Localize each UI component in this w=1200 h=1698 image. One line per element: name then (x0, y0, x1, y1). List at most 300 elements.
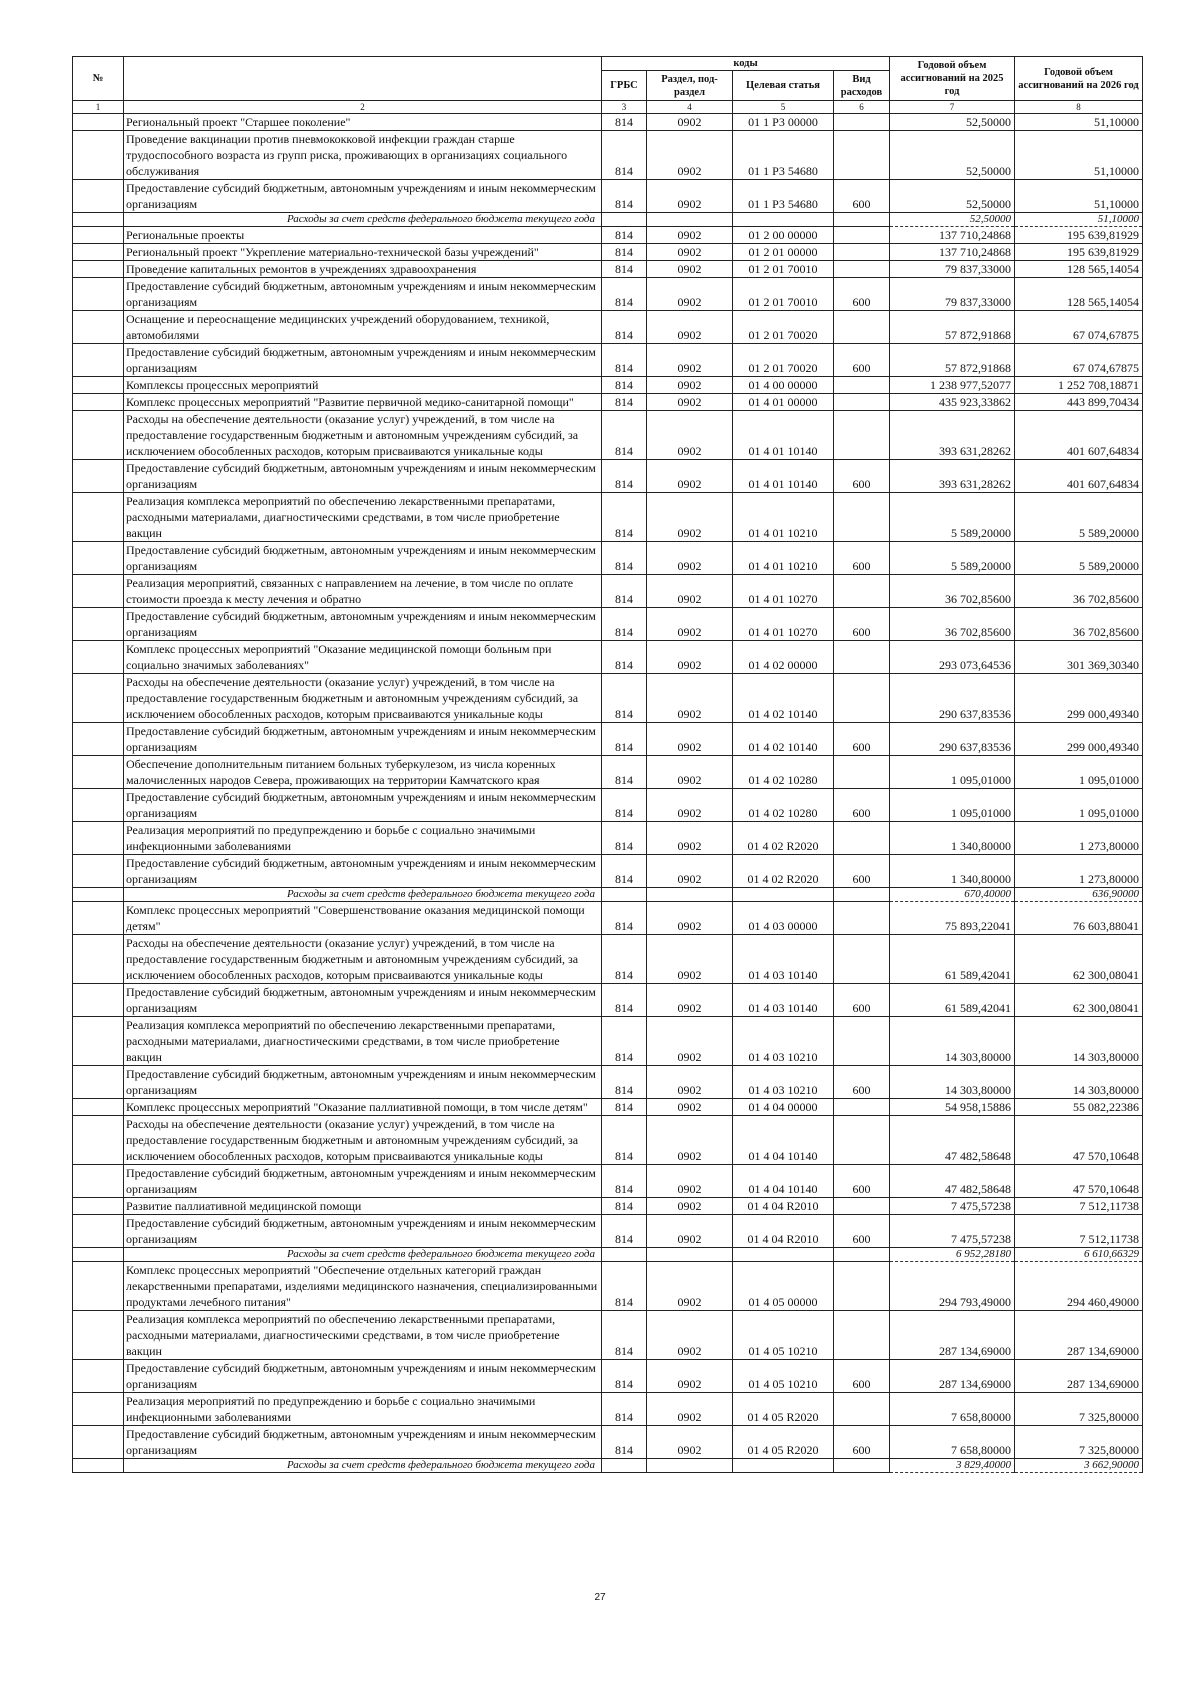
row-name: Предоставление субсидий бюджетным, автономным учреждениям и иным некоммерческим организациям (124, 1426, 602, 1459)
row-article: 01 4 01 10210 (733, 542, 834, 575)
row-kind (834, 935, 890, 984)
row-section: 0902 (647, 1393, 733, 1426)
row-amount-2026: 36 702,85600 (1015, 608, 1143, 641)
row-name: Комплекс процессных мероприятий "Обеспечение отдельных категорий граждан лекарственными препаратами, изделиями медицинского назначения, специализированными продуктами лечебного питания" (124, 1262, 602, 1311)
row-article: 01 4 02 00000 (733, 641, 834, 674)
row-grbs: 814 (602, 278, 647, 311)
row-article: 01 4 03 10140 (733, 984, 834, 1017)
table-row (73, 460, 1143, 493)
row-name: Реализация комплекса мероприятий по обеспечению лекарственными препаратами, расходными материалами, диагностическими средствами, в том числе приобретение вакцин (124, 1311, 602, 1360)
row-amount-2026: 6 610,66329 (1015, 1248, 1143, 1262)
header-kind: Вид расходов (834, 71, 890, 101)
table-row (73, 261, 1143, 278)
colnum-8: 8 (1015, 101, 1143, 114)
row-kind (834, 411, 890, 460)
table-row (73, 1198, 1143, 1215)
row-amount-2025: 3 829,40000 (890, 1459, 1015, 1473)
colnum-5: 5 (733, 101, 834, 114)
row-grbs: 814 (602, 1116, 647, 1165)
table-row (73, 1017, 1143, 1066)
row-amount-2026: 51,10000 (1015, 131, 1143, 180)
row-amount-2025: 14 303,80000 (890, 1017, 1015, 1066)
table-row (73, 822, 1143, 855)
row-grbs: 814 (602, 855, 647, 888)
row-number-cell (73, 1215, 124, 1248)
row-amount-2026: 1 252 708,18871 (1015, 377, 1143, 394)
row-number-cell (73, 608, 124, 641)
row-kind (834, 1198, 890, 1215)
table-row (73, 114, 1143, 131)
row-amount-2025: 290 637,83536 (890, 723, 1015, 756)
row-number-cell (73, 1393, 124, 1426)
row-number-cell (73, 411, 124, 460)
row-amount-2026: 128 565,14054 (1015, 278, 1143, 311)
row-section: 0902 (647, 542, 733, 575)
row-amount-2026: 1 273,80000 (1015, 822, 1143, 855)
row-number-cell (73, 1262, 124, 1311)
table-row (73, 493, 1143, 542)
row-amount-2025: 61 589,42041 (890, 984, 1015, 1017)
row-number-cell (73, 377, 124, 394)
row-name: Предоставление субсидий бюджетным, автономным учреждениям и иным некоммерческим организациям (124, 984, 602, 1017)
row-grbs: 814 (602, 394, 647, 411)
row-section: 0902 (647, 1165, 733, 1198)
row-section: 0902 (647, 114, 733, 131)
row-amount-2026: 7 325,80000 (1015, 1426, 1143, 1459)
table-row (73, 344, 1143, 377)
row-name: Расходы за счет средств федерального бюджета текущего года (124, 213, 602, 227)
row-grbs (602, 888, 647, 902)
row-kind (834, 1248, 890, 1262)
table-row (73, 575, 1143, 608)
row-article: 01 4 00 00000 (733, 377, 834, 394)
row-article: 01 4 05 R2020 (733, 1393, 834, 1426)
row-amount-2026: 51,10000 (1015, 114, 1143, 131)
row-grbs: 814 (602, 244, 647, 261)
row-amount-2025: 52,50000 (890, 131, 1015, 180)
row-number-cell (73, 227, 124, 244)
row-amount-2026: 47 570,10648 (1015, 1165, 1143, 1198)
row-section (647, 888, 733, 902)
row-section: 0902 (647, 394, 733, 411)
header-year-2025: Годовой объем ассигнований на 2025 год (890, 57, 1015, 101)
row-article: 01 4 04 10140 (733, 1165, 834, 1198)
row-name: Региональный проект "Укрепление материально-технической базы учреждений" (124, 244, 602, 261)
row-amount-2026: 67 074,67875 (1015, 344, 1143, 377)
table-row (73, 1360, 1143, 1393)
row-kind (834, 493, 890, 542)
row-grbs: 814 (602, 1198, 647, 1215)
row-amount-2025: 36 702,85600 (890, 608, 1015, 641)
row-kind: 600 (834, 1426, 890, 1459)
row-number-cell (73, 542, 124, 575)
row-number-cell (73, 1066, 124, 1099)
row-kind (834, 377, 890, 394)
table-row (73, 1165, 1143, 1198)
row-article: 01 4 02 10140 (733, 674, 834, 723)
row-amount-2026: 7 325,80000 (1015, 1393, 1143, 1426)
row-grbs: 814 (602, 1165, 647, 1198)
budget-table (72, 56, 1143, 1473)
row-article: 01 4 01 10270 (733, 608, 834, 641)
row-grbs: 814 (602, 460, 647, 493)
row-name: Предоставление субсидий бюджетным, автономным учреждениям и иным некоммерческим организациям (124, 1165, 602, 1198)
row-section: 0902 (647, 608, 733, 641)
row-kind (834, 575, 890, 608)
row-amount-2025: 6 952,28180 (890, 1248, 1015, 1262)
row-article (733, 888, 834, 902)
row-kind (834, 674, 890, 723)
row-section: 0902 (647, 261, 733, 278)
row-article: 01 4 02 R2020 (733, 855, 834, 888)
row-article: 01 1 Р3 00000 (733, 114, 834, 131)
row-kind: 600 (834, 278, 890, 311)
row-article: 01 4 03 10140 (733, 935, 834, 984)
row-number-cell (73, 114, 124, 131)
row-name: Предоставление субсидий бюджетным, автономным учреждениям и иным некоммерческим организациям (124, 608, 602, 641)
row-section: 0902 (647, 344, 733, 377)
row-grbs: 814 (602, 1017, 647, 1066)
row-kind: 600 (834, 1360, 890, 1393)
row-grbs: 814 (602, 822, 647, 855)
row-number-cell (73, 180, 124, 213)
row-section: 0902 (647, 1198, 733, 1215)
row-article: 01 4 02 10280 (733, 789, 834, 822)
row-amount-2026: 401 607,64834 (1015, 411, 1143, 460)
row-article: 01 4 04 R2010 (733, 1198, 834, 1215)
table-row (73, 311, 1143, 344)
row-amount-2026: 55 082,22386 (1015, 1099, 1143, 1116)
row-kind (834, 244, 890, 261)
row-amount-2025: 5 589,20000 (890, 542, 1015, 575)
row-name: Обеспечение дополнительным питанием больных туберкулезом, из числа коренных малочисленных народов Севера, проживающих на территории Камчатского края (124, 756, 602, 789)
row-article: 01 1 Р3 54680 (733, 131, 834, 180)
header-grbs: ГРБС (602, 71, 647, 101)
row-grbs: 814 (602, 1393, 647, 1426)
row-kind (834, 902, 890, 935)
row-amount-2025: 7 658,80000 (890, 1393, 1015, 1426)
row-number-cell (73, 723, 124, 756)
row-amount-2026: 287 134,69000 (1015, 1311, 1143, 1360)
row-article: 01 4 04 R2010 (733, 1215, 834, 1248)
row-number-cell (73, 261, 124, 278)
row-name: Региональный проект "Старшее поколение" (124, 114, 602, 131)
row-amount-2025: 5 589,20000 (890, 493, 1015, 542)
row-kind (834, 1116, 890, 1165)
row-grbs: 814 (602, 1426, 647, 1459)
row-name: Расходы на обеспечение деятельности (оказание услуг) учреждений, в том числе на предоставление государственным бюджетным и автономным учреждениям субсидий, за исключением обособленных расходов, которым присваиваются уникальные коды (124, 411, 602, 460)
row-amount-2025: 47 482,58648 (890, 1165, 1015, 1198)
row-kind (834, 394, 890, 411)
row-grbs: 814 (602, 608, 647, 641)
row-amount-2025: 393 631,28262 (890, 411, 1015, 460)
row-article: 01 4 01 10210 (733, 493, 834, 542)
row-grbs: 814 (602, 1066, 647, 1099)
row-article: 01 2 01 70010 (733, 278, 834, 311)
colnum-3: 3 (602, 101, 647, 114)
row-section: 0902 (647, 756, 733, 789)
row-number-cell (73, 278, 124, 311)
row-grbs: 814 (602, 935, 647, 984)
row-name: Предоставление субсидий бюджетным, автономным учреждениям и иным некоммерческим организациям (124, 855, 602, 888)
row-article: 01 4 04 10140 (733, 1116, 834, 1165)
row-name: Реализация мероприятий по предупреждению и борьбе с социально значимыми инфекционными заболеваниями (124, 1393, 602, 1426)
table-row (73, 1311, 1143, 1360)
row-article: 01 2 01 70010 (733, 261, 834, 278)
row-amount-2026: 401 607,64834 (1015, 460, 1143, 493)
row-grbs: 814 (602, 1311, 647, 1360)
row-amount-2025: 79 837,33000 (890, 278, 1015, 311)
table-row (73, 674, 1143, 723)
row-amount-2026: 51,10000 (1015, 180, 1143, 213)
row-section: 0902 (647, 1215, 733, 1248)
federal-budget-row (73, 213, 1143, 227)
row-article: 01 4 04 00000 (733, 1099, 834, 1116)
table-row (73, 855, 1143, 888)
row-amount-2026: 299 000,49340 (1015, 723, 1143, 756)
table-row (73, 377, 1143, 394)
row-number-cell (73, 1017, 124, 1066)
row-name: Комплексы процессных мероприятий (124, 377, 602, 394)
row-kind (834, 1393, 890, 1426)
row-amount-2026: 3 662,90000 (1015, 1459, 1143, 1473)
row-kind (834, 641, 890, 674)
table-body (73, 114, 1143, 1473)
row-article: 01 4 03 00000 (733, 902, 834, 935)
row-section: 0902 (647, 411, 733, 460)
row-kind: 600 (834, 344, 890, 377)
row-article: 01 4 05 10210 (733, 1311, 834, 1360)
row-amount-2025: 7 475,57238 (890, 1215, 1015, 1248)
row-article: 01 4 03 10210 (733, 1066, 834, 1099)
row-amount-2025: 393 631,28262 (890, 460, 1015, 493)
row-name: Расходы за счет средств федерального бюджета текущего года (124, 1459, 602, 1473)
row-kind: 600 (834, 789, 890, 822)
row-amount-2025: 1 095,01000 (890, 756, 1015, 789)
table-header (73, 57, 1143, 114)
row-name: Комплекс процессных мероприятий "Оказание паллиативной помощи, в том числе детям" (124, 1099, 602, 1116)
row-section: 0902 (647, 311, 733, 344)
row-amount-2026: 14 303,80000 (1015, 1017, 1143, 1066)
row-number-cell (73, 131, 124, 180)
row-amount-2025: 47 482,58648 (890, 1116, 1015, 1165)
row-amount-2025: 287 134,69000 (890, 1360, 1015, 1393)
row-article: 01 4 01 00000 (733, 394, 834, 411)
row-amount-2025: 7 658,80000 (890, 1426, 1015, 1459)
row-name: Реализация комплекса мероприятий по обеспечению лекарственными препаратами, расходными материалами, диагностическими средствами, в том числе приобретение вакцин (124, 493, 602, 542)
row-amount-2026: 67 074,67875 (1015, 311, 1143, 344)
row-name: Предоставление субсидий бюджетным, автономным учреждениям и иным некоммерческим организациям (124, 1215, 602, 1248)
row-name: Предоставление субсидий бюджетным, автономным учреждениям и иным некоммерческим организациям (124, 1360, 602, 1393)
row-section: 0902 (647, 1099, 733, 1116)
row-kind (834, 822, 890, 855)
row-amount-2025: 79 837,33000 (890, 261, 1015, 278)
page-number: 27 (594, 1592, 606, 1603)
row-article (733, 1248, 834, 1262)
row-name: Предоставление субсидий бюджетным, автономным учреждениям и иным некоммерческим организациям (124, 1066, 602, 1099)
row-number-cell (73, 984, 124, 1017)
row-article: 01 4 05 R2020 (733, 1426, 834, 1459)
row-number-cell (73, 756, 124, 789)
row-amount-2025: 435 923,33862 (890, 394, 1015, 411)
row-section: 0902 (647, 278, 733, 311)
colnum-2: 2 (124, 101, 602, 114)
row-amount-2026: 299 000,49340 (1015, 674, 1143, 723)
table-row (73, 180, 1143, 213)
row-name: Расходы на обеспечение деятельности (оказание услуг) учреждений, в том числе на предоставление государственным бюджетным и автономным учреждениям субсидий, за исключением обособленных расходов, которым присваиваются уникальные коды (124, 935, 602, 984)
row-article: 01 1 Р3 54680 (733, 180, 834, 213)
row-name: Комплекс процессных мероприятий "Развитие первичной медико-санитарной помощи" (124, 394, 602, 411)
row-grbs: 814 (602, 1215, 647, 1248)
row-article: 01 4 02 10140 (733, 723, 834, 756)
row-kind (834, 227, 890, 244)
row-amount-2026: 195 639,81929 (1015, 227, 1143, 244)
row-amount-2025: 7 475,57238 (890, 1198, 1015, 1215)
row-section: 0902 (647, 855, 733, 888)
row-number-cell (73, 575, 124, 608)
row-section: 0902 (647, 1262, 733, 1311)
row-section: 0902 (647, 1360, 733, 1393)
table-row (73, 935, 1143, 984)
row-number-cell (73, 1248, 124, 1262)
row-kind (834, 756, 890, 789)
row-section: 0902 (647, 227, 733, 244)
row-amount-2025: 36 702,85600 (890, 575, 1015, 608)
row-article: 01 2 00 00000 (733, 227, 834, 244)
row-name: Проведение вакцинации против пневмококковой инфекции граждан старше трудоспособного возраста из групп риска, проживающих в организациях социального обслуживания (124, 131, 602, 180)
row-section: 0902 (647, 244, 733, 261)
row-grbs: 814 (602, 377, 647, 394)
table-row (73, 1426, 1143, 1459)
row-grbs: 814 (602, 575, 647, 608)
row-article: 01 4 02 R2020 (733, 822, 834, 855)
row-kind (834, 311, 890, 344)
row-article: 01 2 01 70020 (733, 311, 834, 344)
row-number-cell (73, 213, 124, 227)
colnum-7: 7 (890, 101, 1015, 114)
row-grbs: 814 (602, 180, 647, 213)
row-number-cell (73, 674, 124, 723)
row-name: Предоставление субсидий бюджетным, автономным учреждениям и иным некоммерческим организациям (124, 460, 602, 493)
row-amount-2025: 75 893,22041 (890, 902, 1015, 935)
row-number-cell (73, 1426, 124, 1459)
row-section: 0902 (647, 723, 733, 756)
table-row (73, 902, 1143, 935)
row-name: Расходы на обеспечение деятельности (оказание услуг) учреждений, в том числе на предоставление государственным бюджетным и автономным учреждениям субсидий, за исключением обособленных расходов, которым присваиваются уникальные коды (124, 1116, 602, 1165)
colnum-4: 4 (647, 101, 733, 114)
table-row (73, 542, 1143, 575)
row-number-cell (73, 344, 124, 377)
row-name: Предоставление субсидий бюджетным, автономным учреждениям и иным некоммерческим организациям (124, 542, 602, 575)
row-number-cell (73, 1165, 124, 1198)
row-amount-2026: 51,10000 (1015, 213, 1143, 227)
row-amount-2026: 443 899,70434 (1015, 394, 1143, 411)
row-article: 01 4 01 10270 (733, 575, 834, 608)
row-section (647, 1459, 733, 1473)
row-amount-2025: 137 710,24868 (890, 227, 1015, 244)
row-section: 0902 (647, 902, 733, 935)
row-section: 0902 (647, 493, 733, 542)
row-kind (834, 213, 890, 227)
table-row (73, 608, 1143, 641)
row-amount-2025: 287 134,69000 (890, 1311, 1015, 1360)
row-article (733, 1459, 834, 1473)
row-name: Региональные проекты (124, 227, 602, 244)
row-amount-2026: 36 702,85600 (1015, 575, 1143, 608)
row-kind (834, 1099, 890, 1116)
row-kind (834, 261, 890, 278)
table-row (73, 278, 1143, 311)
row-amount-2025: 294 793,49000 (890, 1262, 1015, 1311)
header-article: Целевая статья (733, 71, 834, 101)
row-kind: 600 (834, 180, 890, 213)
row-kind (834, 131, 890, 180)
row-grbs: 814 (602, 1262, 647, 1311)
row-grbs: 814 (602, 493, 647, 542)
row-name: Комплекс процессных мероприятий "Оказание медицинской помощи больным при социально значимых заболеваниях" (124, 641, 602, 674)
row-amount-2025: 61 589,42041 (890, 935, 1015, 984)
row-section: 0902 (647, 641, 733, 674)
row-kind: 600 (834, 608, 890, 641)
table-row (73, 1099, 1143, 1116)
row-grbs: 814 (602, 902, 647, 935)
header-number: № (73, 57, 124, 101)
row-article: 01 4 05 10210 (733, 1360, 834, 1393)
row-number-cell (73, 1198, 124, 1215)
row-section (647, 1248, 733, 1262)
row-name: Расходы на обеспечение деятельности (оказание услуг) учреждений, в том числе на предоставление государственным бюджетным и автономным учреждениям субсидий, за исключением обособленных расходов, которым присваиваются уникальные коды (124, 674, 602, 723)
row-grbs: 814 (602, 674, 647, 723)
row-number-cell (73, 822, 124, 855)
row-grbs: 814 (602, 1360, 647, 1393)
header-section: Раздел, под-раздел (647, 71, 733, 101)
row-section: 0902 (647, 575, 733, 608)
row-amount-2025: 57 872,91868 (890, 344, 1015, 377)
row-name: Расходы за счет средств федерального бюджета текущего года (124, 1248, 602, 1262)
row-amount-2026: 294 460,49000 (1015, 1262, 1143, 1311)
row-grbs: 814 (602, 131, 647, 180)
row-article: 01 4 02 10280 (733, 756, 834, 789)
header-name (124, 57, 602, 101)
row-section: 0902 (647, 984, 733, 1017)
table-row (73, 244, 1143, 261)
row-amount-2026: 128 565,14054 (1015, 261, 1143, 278)
row-amount-2026: 62 300,08041 (1015, 935, 1143, 984)
row-article: 01 4 05 00000 (733, 1262, 834, 1311)
row-name: Предоставление субсидий бюджетным, автономным учреждениям и иным некоммерческим организациям (124, 789, 602, 822)
row-name: Предоставление субсидий бюджетным, автономным учреждениям и иным некоммерческим организациям (124, 723, 602, 756)
table-row (73, 1116, 1143, 1165)
row-name: Комплекс процессных мероприятий "Совершенствование оказания медицинской помощи детям" (124, 902, 602, 935)
row-section: 0902 (647, 935, 733, 984)
row-section (647, 213, 733, 227)
row-section: 0902 (647, 180, 733, 213)
row-grbs: 814 (602, 1099, 647, 1116)
row-kind: 600 (834, 1215, 890, 1248)
row-grbs (602, 213, 647, 227)
row-name: Реализация мероприятий, связанных с направлением на лечение, в том числе по оплате стоимости проезда к месту лечения и обратно (124, 575, 602, 608)
row-number-cell (73, 493, 124, 542)
row-number-cell (73, 888, 124, 902)
federal-budget-row (73, 1248, 1143, 1262)
row-amount-2026: 195 639,81929 (1015, 244, 1143, 261)
row-grbs: 814 (602, 641, 647, 674)
row-number-cell (73, 1099, 124, 1116)
row-grbs: 814 (602, 984, 647, 1017)
row-kind: 600 (834, 723, 890, 756)
federal-budget-row (73, 888, 1143, 902)
row-grbs: 814 (602, 114, 647, 131)
